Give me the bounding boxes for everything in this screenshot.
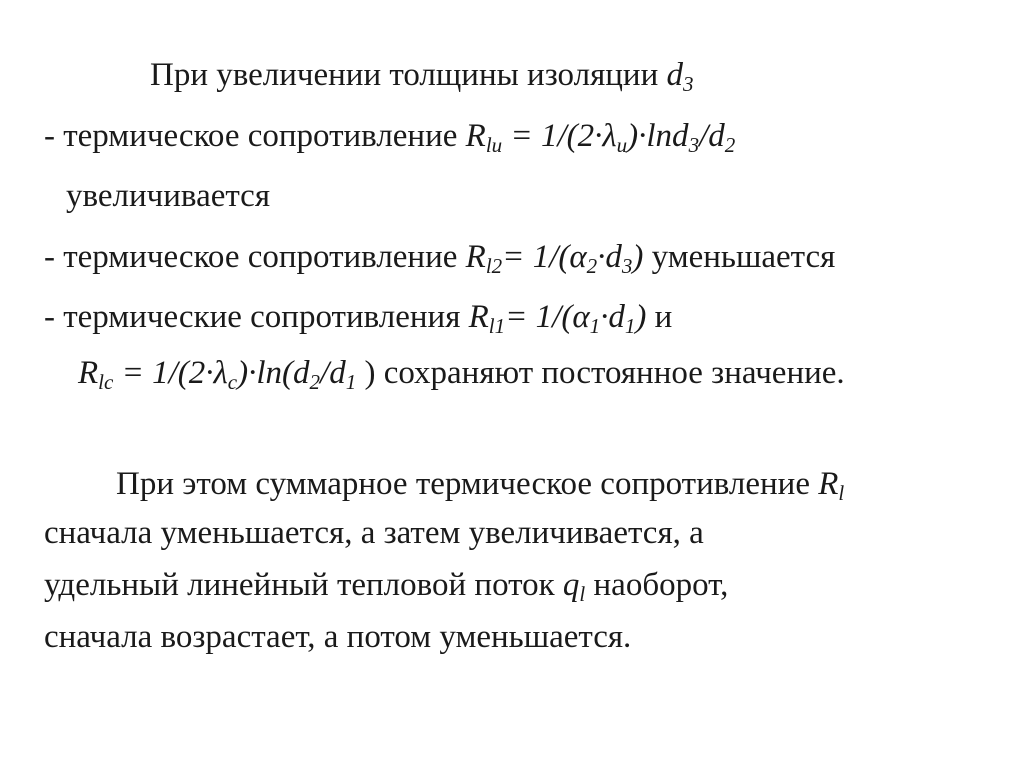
outer-resistance-subscript: l2: [485, 254, 503, 278]
outer-formula-part-a: = 1/(α: [502, 239, 587, 275]
inner-d-subscript: 1: [624, 314, 636, 338]
wall-formula-part-a: = 1/(2·λ: [113, 355, 228, 391]
inner-formula-part-a: = 1/(α: [505, 299, 590, 335]
wall-resistance-result: ) сохраняют постоянное значение.: [364, 355, 845, 391]
summary-text-3b: наоборот,: [585, 567, 729, 603]
summary-line-1: [116, 464, 844, 504]
inner-resistance-label: - термические сопротивления: [44, 299, 469, 335]
outer-resistance-line: [44, 237, 835, 277]
total-resistance-subscript: l: [838, 481, 845, 505]
insulation-resistance-label: - термическое сопротивление: [44, 118, 466, 154]
intro-line: [150, 55, 694, 95]
inner-resistance-line: [44, 297, 672, 337]
summary-line-3: [44, 565, 728, 605]
insulation-d2-subscript: 2: [724, 133, 736, 157]
wall-lambda-subscript: c: [227, 370, 238, 394]
outer-formula-part-b: ·d: [597, 239, 622, 275]
inner-formula-part-b: ·d: [600, 299, 625, 335]
insulation-resistance-symbol: R: [465, 118, 486, 154]
wall-resistance-line: [78, 353, 845, 393]
inner-alpha-subscript: 1: [589, 314, 601, 338]
insulation-resistance-line: [44, 116, 735, 156]
inner-resistance-subscript: l1: [488, 314, 506, 338]
insulation-d3-subscript: 3: [688, 133, 700, 157]
thickness-subscript: 3: [683, 72, 694, 96]
outer-d-subscript: 3: [621, 254, 633, 278]
outer-formula-part-c: ): [632, 239, 644, 275]
increases-line: [66, 176, 270, 216]
inner-resistance-conjunction: и: [646, 299, 673, 335]
wall-resistance-subscript: lc: [98, 370, 114, 394]
wall-formula-part-c: /d: [320, 355, 346, 391]
heat-flux-subscript: l: [579, 582, 586, 606]
outer-resistance-result: уменьшается: [643, 239, 836, 275]
outer-resistance-label: - термическое сопротивление: [44, 239, 466, 275]
increases-text: увеличивается: [66, 178, 271, 214]
wall-resistance-symbol: R: [78, 355, 99, 391]
summary-text-3a: удельный линейный тепловой поток: [44, 567, 563, 603]
summary-text-1: При этом суммарное термическое сопротивление: [116, 466, 819, 502]
insulation-formula-part-b: )·lnd: [627, 118, 689, 154]
thickness-variable: d: [666, 57, 683, 93]
heat-flux-symbol: q: [562, 567, 580, 603]
summary-line-4: [44, 617, 631, 657]
wall-d1-subscript: 1: [345, 370, 357, 394]
wall-d2-subscript: 2: [309, 370, 321, 394]
outer-resistance-symbol: R: [465, 239, 486, 275]
inner-formula-part-c: ): [635, 299, 647, 335]
outer-alpha-subscript: 2: [586, 254, 598, 278]
inner-resistance-symbol: R: [468, 299, 489, 335]
insulation-formula-part-a: = 1/(2·λ: [502, 118, 617, 154]
summary-text-2: сначала уменьшается, а затем увеличивается, а: [44, 515, 704, 551]
insulation-lambda-subscript: u: [616, 133, 628, 157]
intro-text: При увеличении толщины изоляции: [150, 57, 667, 93]
total-resistance-symbol: R: [818, 466, 839, 502]
wall-formula-part-b: )·ln(d: [237, 355, 310, 391]
insulation-resistance-subscript: lu: [485, 133, 503, 157]
summary-line-2: [44, 513, 704, 553]
summary-text-4: сначала возрастает, а потом уменьшается.: [44, 619, 632, 655]
insulation-formula-part-c: /d: [699, 118, 725, 154]
